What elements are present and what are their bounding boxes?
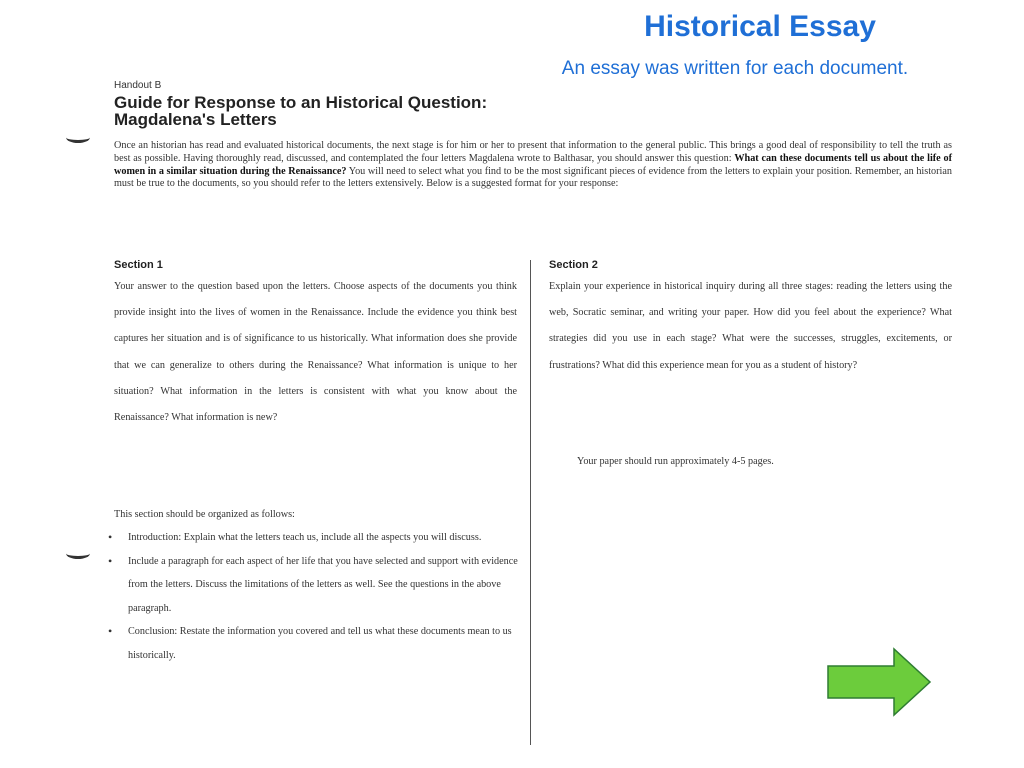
document-title: Guide for Response to an Historical Question: Magdalena's Letters: [114, 93, 488, 129]
column-divider: [530, 260, 531, 745]
handout-label: Handout B: [114, 80, 162, 91]
list-item: • Conclusion: Restate the information you covered and tell us what these documents mean to us historically.: [106, 620, 520, 667]
list-item: • Introduction: Explain what the letters teach us, include all the aspects you will discuss.: [106, 526, 520, 550]
paper-length-note: Your paper should run approximately 4-5 pages.: [577, 456, 774, 467]
section-2-body: Explain your experience in historical inquiry during all three stages: reading the letters using the web, Socratic seminar, and writing your paper. How did you feel about the experience? What strategies did you use in each stage? What were the successes, struggles, excitements, or frustrations? What did this experience mean for you as a student of history?: [549, 281, 952, 371]
structure-list: [106, 526, 520, 667]
section-2-heading: Section 2: [549, 259, 598, 271]
right-arrow-icon[interactable]: [826, 647, 932, 717]
slide-subtitle: An essay was written for each document.: [561, 58, 909, 79]
section-1-body: Your answer to the question based upon the letters. Choose aspects of the documents you think provide insight into the lives of women in the Renaissance. Include the evidence you think best captures her situation and is of significance to us historically. What information does she provide that we can generalize to others during the Renaissance? What information is unique to her situation? What information in the letters is consistent with what you know about the Renaissance? What information is new?: [114, 281, 517, 424]
organized-label: This section should be organized as follows:: [114, 509, 295, 520]
list-item: • Include a paragraph for each aspect of her life that you have selected and support with evidence from the letters. Discuss the limitations of the letters as well. See the questions in the above paragraph.: [106, 550, 520, 621]
central-question: What can these documents tell us about the life of women in a similar situation during the Renaissance?: [114, 152, 952, 177]
intro-paragraph: Once an historian has read and evaluated historical documents, the next stage is for him or her to present that information to the general public. This brings a good deal of responsibility to tell the truth as best as possible. Having thoroughly read, discussed, and contemplated the four letters Magdalena wrote to Balthasar, you should answer this question: What can these documents tell us about the life of women in a similar situation during the Renaissance? You will need to select what you find to be the most significant pieces of evidence from the letters to explain your position. Remember, an historian must be true to the documents, so you should refer to the letters extensively. Below is a suggested format for your response:: [114, 140, 952, 190]
section-1-heading: Section 1: [114, 259, 163, 271]
binder-mark-icon: [66, 132, 90, 143]
binder-mark-icon: [66, 548, 90, 559]
slide-title: Historical Essay: [644, 10, 876, 43]
